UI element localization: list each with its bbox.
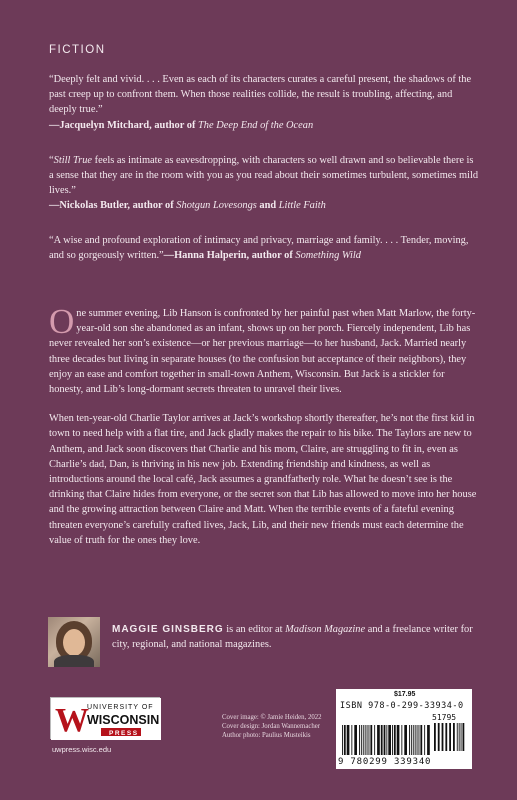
blurbs (49, 72, 479, 283)
barcode-bar (354, 725, 357, 755)
addon-bar (434, 723, 436, 751)
blurb-attribution (49, 118, 479, 133)
bio-text: is an editor at (223, 624, 286, 635)
attr-mid: and (256, 200, 279, 212)
barcode-bar (401, 725, 402, 755)
barcode-bar (359, 725, 360, 755)
bio-text: and a freelance writer for city, regional, and national magazines. (112, 624, 473, 651)
attr-title2: Little Faith (278, 200, 326, 212)
logo-main-text: WISCONSIN (87, 713, 160, 727)
barcode-bar (367, 725, 368, 755)
barcode-bar (347, 725, 350, 755)
addon-bar (442, 723, 444, 751)
credit-cover-design: Cover design: Jordan Wannemacher (222, 723, 321, 731)
blurb-attribution (49, 198, 479, 213)
ean-digits: 9 780299 339340 (338, 757, 432, 767)
barcode-box (336, 689, 472, 769)
blurb-mitchard (49, 72, 479, 133)
photo-face (63, 629, 85, 656)
dropcap: O (49, 302, 75, 341)
logo-top-text: UNIVERSITY OF (87, 704, 154, 711)
isbn-text: ISBN 978-0-299-33934-0 (340, 701, 464, 711)
barcode-bar (363, 725, 364, 755)
barcode-bar (420, 725, 422, 755)
barcode-bar (365, 725, 366, 755)
blurb-quote: “A wise and profound exploration of intimacy and privacy, marriage and family. . . . Tender, moving, and so gorgeously written.” (49, 234, 469, 261)
barcode-bar (397, 725, 400, 755)
blurb-halperin (49, 233, 479, 263)
attr-title: Shotgun Lovesongs (176, 200, 257, 212)
attr-prefix: —Jacquelyn Mitchard, author of (49, 119, 199, 131)
blurb-quote: “Deeply felt and vivid. . . . Even as each of its characters curates a careful present, the shadows of the past creep up to confront them. When those realities collide, the result is troubling, affecting, and deeply true.” (49, 74, 472, 116)
paragraph-text: ne summer evening, Lib Hanson is confronted by her painful past when Matt Marlow, the forty-year-old son she abandoned as an infant, shows up on her porch. Fiercely independent, Lib has never revealed her son’s existence—or her previous marriage—to her husband, Jack. Married nearly three decades but living in separate houses (to the confusion but acceptance of their neighbors), they enjoy an ease and comfort together in small-town Anthem, Wisconsin. But Jack is a stickler for honesty, and Lib’s long-dormant secrets threaten to unravel their lives. (49, 308, 476, 396)
description-paragraph-2: When ten-year-old Charlie Taylor arrives at Jack’s workshop shortly thereafter, he’s not the first kid in town to need help with a flat tire, and Jack gladly makes the repair to his bike. The Taylors are new to Anthem, and Jack soon discovers that Charlie and his mom, Claire, are struggling to fit in, even as Charlie’s dad, Dan, is thriving in his new job. Extending friendship and kindness, as well as introductions around the local café, Jack assumes a grandfatherly role. What he doesn’t see is the drinking that Claire hides from everyone, or the secret son that Lib has allowed to move into her house and the growing attraction between Claire and Matt. When the terrible events of a fateful evening threaten everyone’s carefully crafted lives, Jack, Lib, and their new friends must each determine the value of truth for the ones they love. (49, 413, 477, 546)
barcode-bar (377, 725, 380, 755)
barcode-bars (340, 713, 468, 757)
addon-bar (459, 723, 460, 751)
author-bio (112, 622, 482, 653)
attr-title: The Deep End of the Ocean (198, 119, 314, 131)
addon-bar (453, 723, 455, 751)
barcode-bar (342, 725, 343, 755)
quote-open: “ (49, 154, 54, 166)
addon-bar (438, 723, 440, 751)
barcode-bar (351, 725, 352, 755)
barcode-bar (409, 725, 410, 755)
barcode-bar (384, 725, 386, 755)
addon-bar (457, 723, 458, 751)
barcode-bar (415, 725, 416, 755)
barcode-bar (417, 725, 418, 755)
barcode-bar (388, 725, 391, 755)
addon-bar (463, 723, 465, 751)
photo-shirt (54, 655, 94, 667)
barcode-bar (411, 725, 412, 755)
addon-bar (449, 723, 451, 751)
barcode-bar (424, 725, 425, 755)
blurb-butler (49, 153, 479, 214)
author-name: MAGGIE GINSBERG (112, 624, 224, 635)
publisher-url: uwpress.wisc.edu (52, 745, 112, 754)
quote-title: Still True (53, 154, 93, 166)
barcode-bar (413, 725, 414, 755)
author-photo (48, 617, 100, 667)
addon-number: 51795 (432, 713, 457, 722)
book-description (49, 302, 481, 562)
attr-prefix: —Hanna Halperin, author of (163, 249, 296, 261)
cover-credits (222, 713, 342, 741)
category-label: FICTION (49, 44, 106, 56)
addon-bar (461, 723, 462, 751)
barcode-bar (370, 725, 372, 755)
barcode-bar (369, 725, 370, 755)
credit-author-photo: Author photo: Paulius Musteikis (222, 732, 311, 740)
logo-letter: W (55, 702, 89, 739)
blurb-quote: feels as intimate as eavesdropping, with characters so well drawn and so believable there is a sense that they are in the room with you as you read about their sometimes turbulent, sometimes mild lives.” (49, 154, 479, 197)
barcode-bar (427, 725, 430, 755)
price: $17.95 (394, 691, 416, 698)
barcode-bar (386, 725, 387, 755)
barcode-bar (404, 725, 407, 755)
barcode-bar (381, 725, 383, 755)
attr-title: Something Wild (295, 249, 361, 261)
barcode-bar (394, 725, 396, 755)
attr-prefix: —Nickolas Butler, author of (49, 200, 177, 212)
barcode-bar (392, 725, 393, 755)
logo-bottom-text: PRESS (109, 730, 139, 737)
barcode-bar (361, 725, 362, 755)
barcode-bar (344, 725, 346, 755)
logo-graphic (51, 698, 161, 740)
description-paragraph-1 (49, 302, 481, 397)
barcode-bar (419, 725, 420, 755)
barcode-bar (374, 725, 375, 755)
publisher-logo (50, 697, 160, 739)
magazine-name: Madison Magazine (285, 624, 366, 635)
credit-cover-image: Cover image: © Jamie Heiden, 2022 (222, 714, 322, 721)
addon-bar (445, 723, 447, 751)
